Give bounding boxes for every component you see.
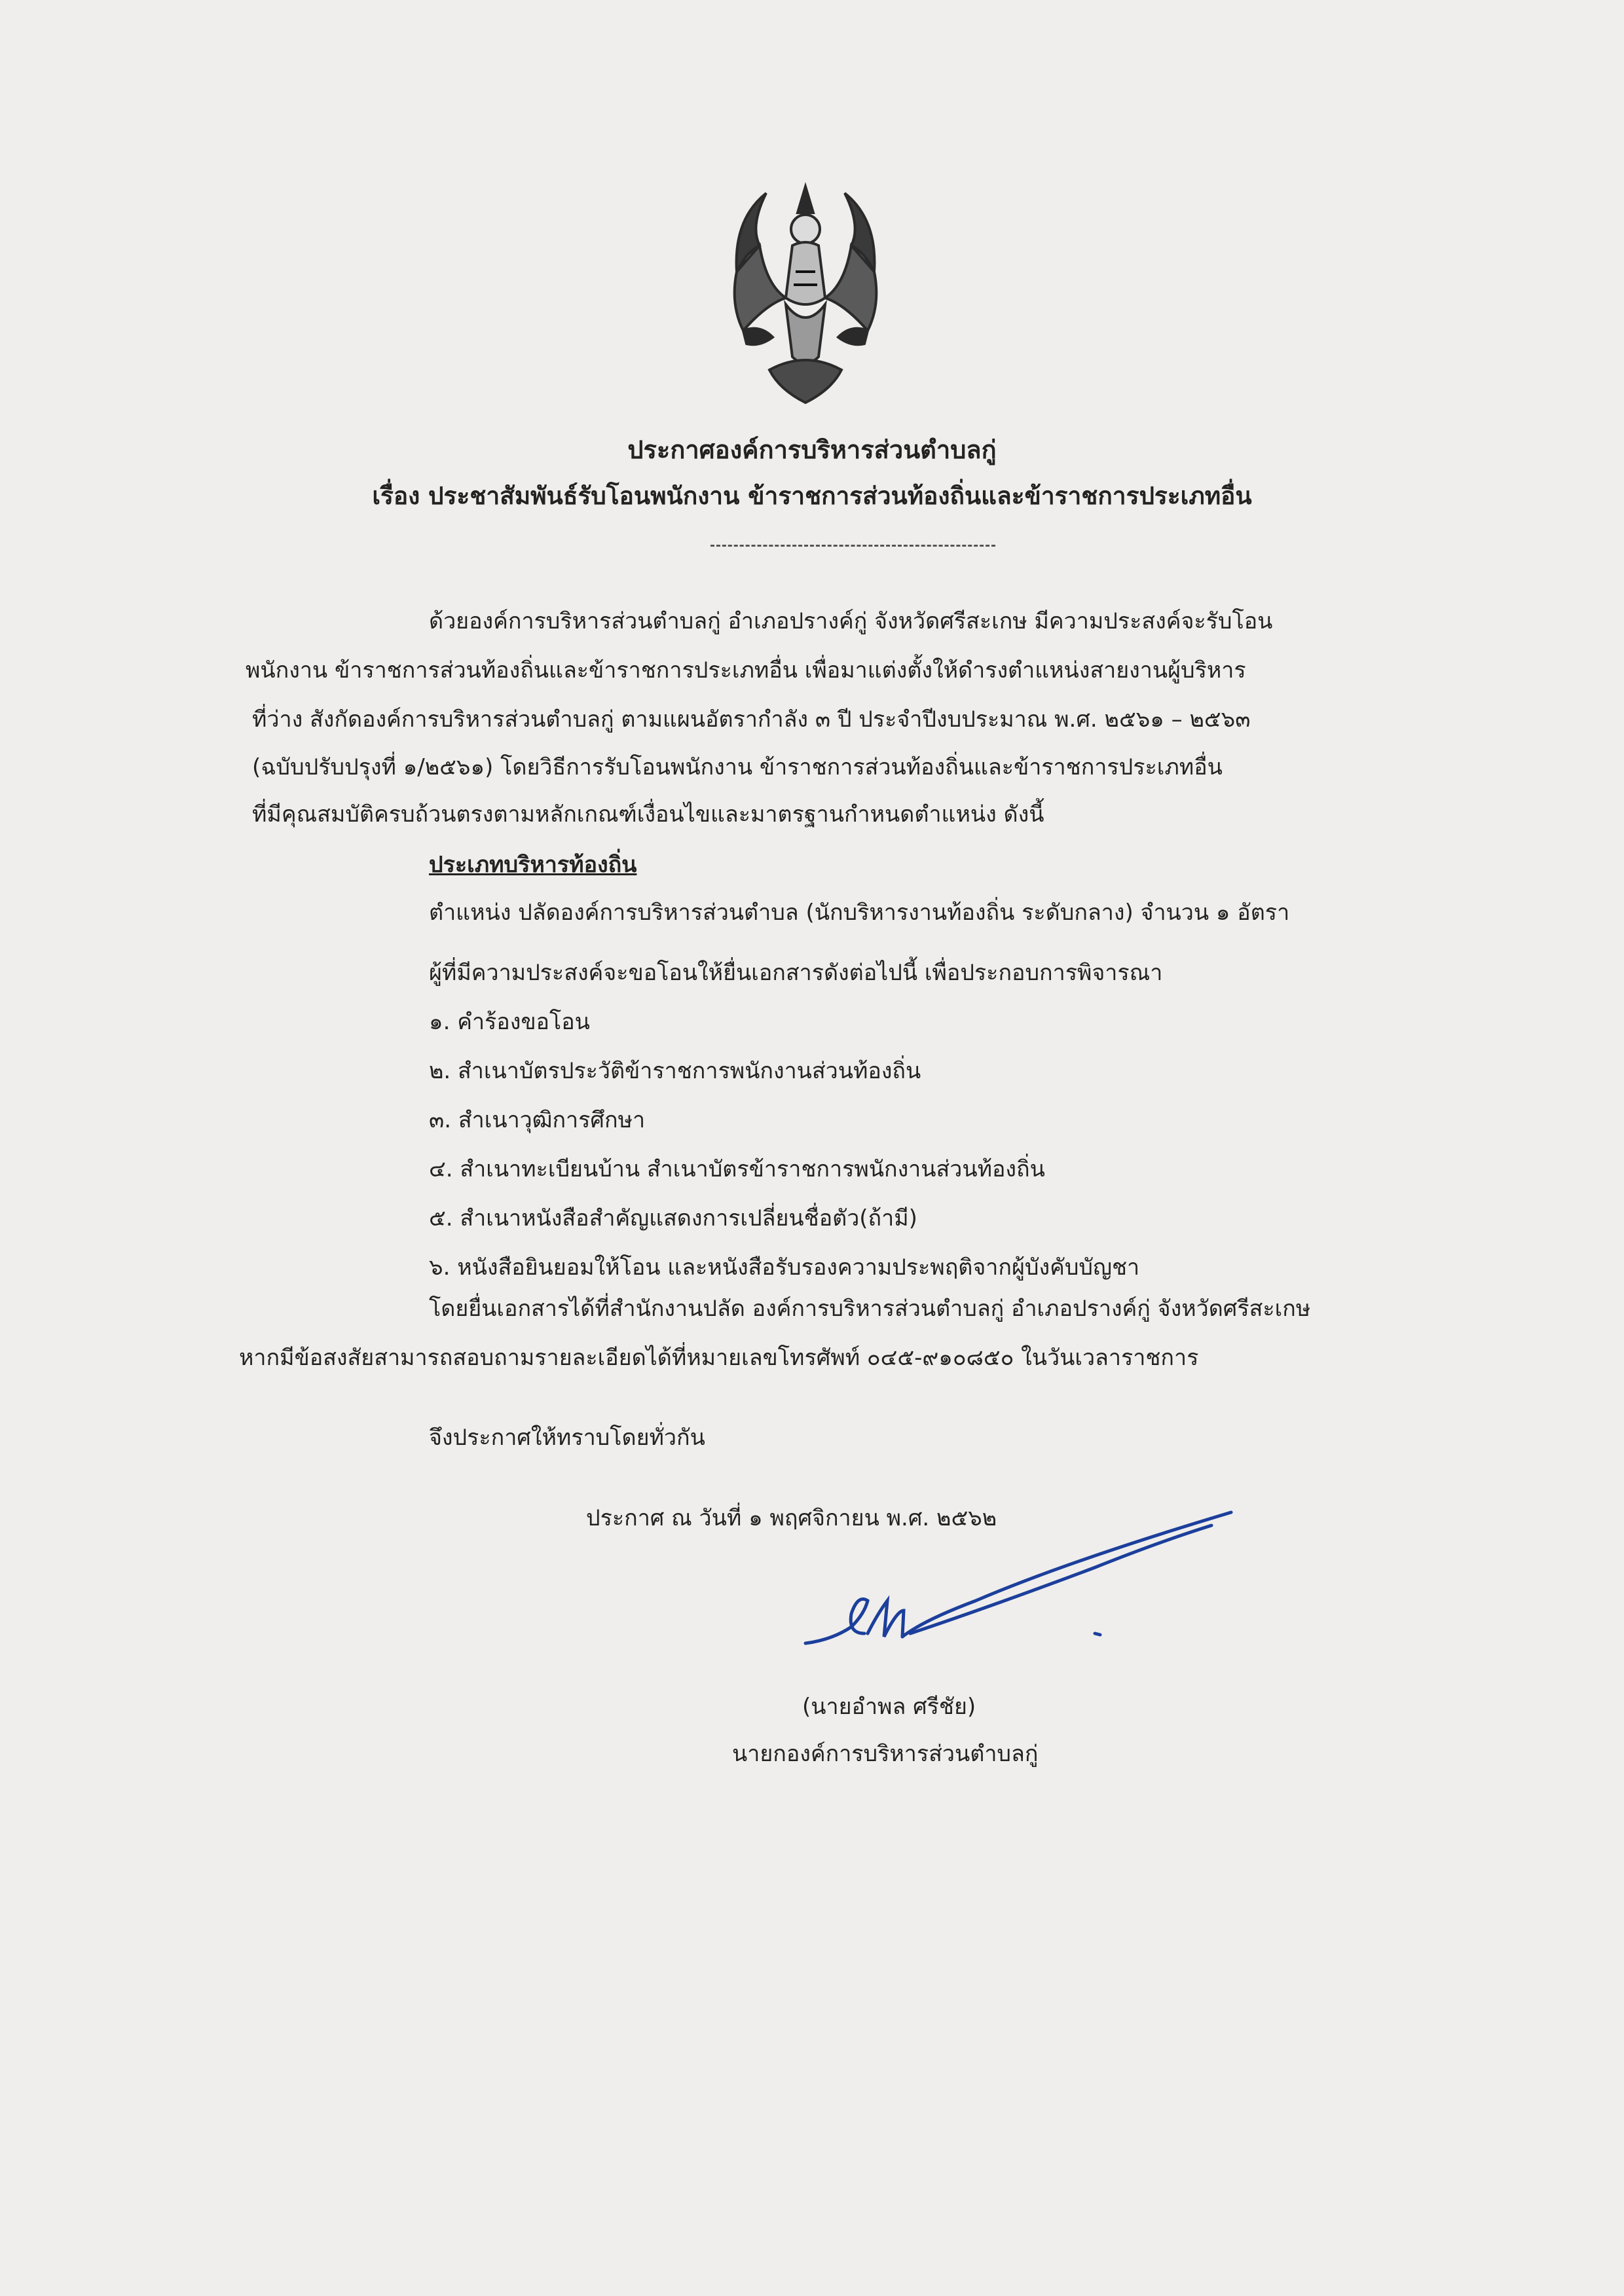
- documents-intro: ผู้ที่มีความประสงค์จะขอโอนให้ยื่นเอกสารดังต่อไปนี้ เพื่อประกอบการพิจารณา: [429, 960, 1163, 986]
- document-item-6: ๖. หนังสือยินยอมให้โอน และหนังสือรับรองความประพฤติจากผู้บังคับบัญชา: [429, 1254, 1140, 1281]
- intro-line-5: ที่มีคุณสมบัติครบถ้วนตรงตามหลักเกณฑ์เงื่อนไขและมาตรฐานกำหนดตำแหน่ง ดังนี้: [252, 801, 1044, 828]
- submission-line-1: โดยยื่นเอกสารได้ที่สำนักงานปลัด องค์การบริหารส่วนตำบลกู่ อำเภอปรางค์กู่ จังหวัดศรีสะเกษ: [429, 1296, 1311, 1322]
- document-item-3: ๓. สำเนาวุฒิการศึกษา: [429, 1107, 646, 1133]
- announcement-date: ประกาศ ณ วันที่ ๑ พฤศจิกายน พ.ศ. ๒๕๖๒: [586, 1505, 997, 1531]
- announcement-title: ประกาศองค์การบริหารส่วนตำบลกู่: [627, 435, 997, 464]
- intro-line-2: พนักงาน ข้าราชการส่วนท้องถิ่นและข้าราชการประเภทอื่น เพื่อมาแต่งตั้งให้ดำรงตำแหน่งสายงานผู้บริหาร: [246, 657, 1246, 683]
- document-item-4: ๔. สำเนาทะเบียนบ้าน สำเนาบัตรข้าราชการพนักงานส่วนท้องถิ่น: [429, 1156, 1045, 1182]
- section-heading: ประเภทบริหารท้องถิ่น: [429, 852, 637, 878]
- signer-title: นายกองค์การบริหารส่วนตำบลกู่: [732, 1741, 1039, 1767]
- garuda-emblem-icon: [720, 173, 891, 412]
- position-line: ตำแหน่ง ปลัดองค์การบริหารส่วนตำบล (นักบริหารงานท้องถิ่น ระดับกลาง) จำนวน ๑ อัตรา: [429, 900, 1290, 926]
- signer-name: (นายอำพล ศรีชัย): [802, 1694, 976, 1720]
- document-item-2: ๒. สำเนาบัตรประวัติข้าราชการพนักงานส่วนท้องถิ่น: [429, 1058, 921, 1084]
- document-item-1: ๑. คำร้องขอโอน: [429, 1009, 590, 1035]
- document-item-5: ๕. สำเนาหนังสือสำคัญแสดงการเปลี่ยนชื่อตัว(ถ้ามี): [429, 1205, 917, 1231]
- signature-icon: [792, 1503, 1238, 1660]
- intro-line-1: ด้วยองค์การบริหารส่วนตำบลกู่ อำเภอปรางค์กู่ จังหวัดศรีสะเกษ มีความประสงค์จะรับโอน: [429, 608, 1273, 634]
- title-divider: [710, 545, 995, 547]
- announcement-subject: เรื่อง ประชาสัมพันธ์รับโอนพนักงาน ข้าราชการส่วนท้องถิ่นและข้าราชการประเภทอื่น: [372, 482, 1252, 510]
- closing-statement: จึงประกาศให้ทราบโดยทั่วกัน: [429, 1425, 705, 1451]
- submission-line-2: หากมีข้อสงสัยสามารถสอบถามรายละเอียดได้ที่หมายเลขโทรศัพท์ ๐๔๕-๙๑๐๘๕๐ ในวันเวลาราชการ: [239, 1345, 1199, 1371]
- intro-line-3: ที่ว่าง สังกัดองค์การบริหารส่วนตำบลกู่ ตามแผนอัตรากำลัง ๓ ปี ประจำปีงบประมาณ พ.ศ. ๒๕๖๑ – ๒๕๖๓: [252, 706, 1251, 733]
- intro-line-4: (ฉบับปรับปรุงที่ ๑/๒๕๖๑) โดยวิธีการรับโอนพนักงาน ข้าราชการส่วนท้องถิ่นและข้าราชการประเภทอื่น: [252, 754, 1223, 780]
